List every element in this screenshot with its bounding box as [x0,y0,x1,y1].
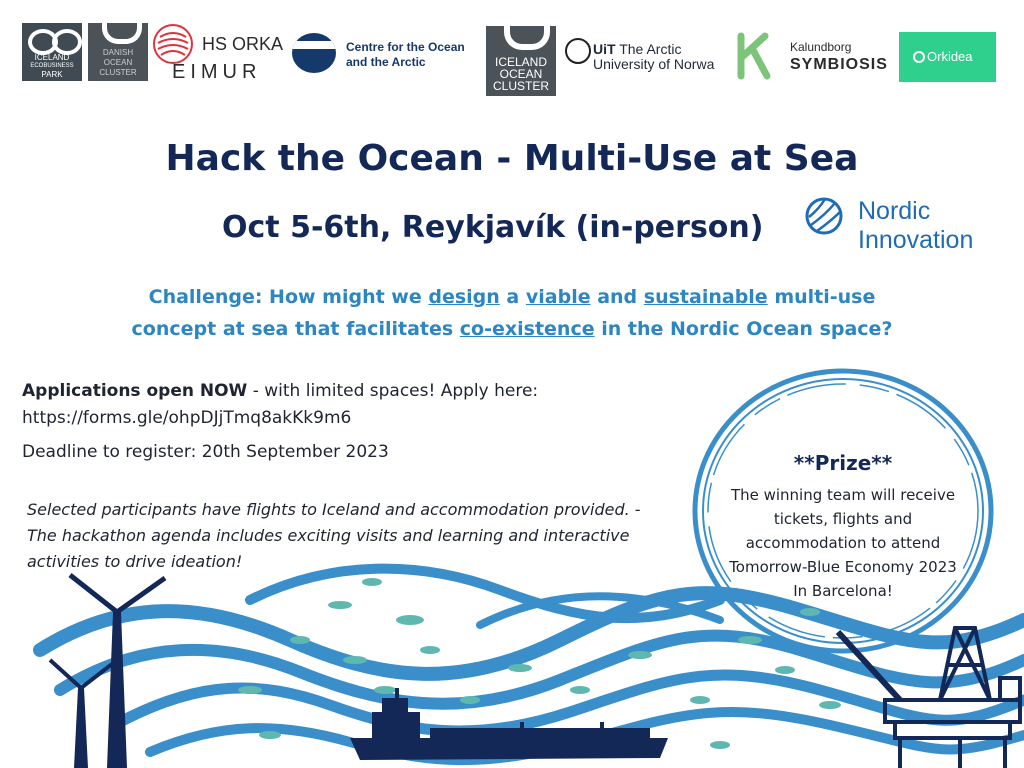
logo-text: CLUSTER [492,79,549,93]
challenge-text: and [590,286,644,308]
kalundborg-symbiosis-logo [735,32,890,82]
nordic-innovation-text [858,197,1008,255]
logo-text: Nordic [858,197,931,225]
logo-text: SYMBIOSIS [790,56,888,73]
orkidea-circle-icon [913,51,925,63]
applications-link-text[interactable]: - with limited spaces! Apply here: https://forms.gle/ohpDJjTmq8akKk9m6 [22,381,539,428]
challenge-keyword: viable [525,286,591,308]
iceland-ecobusiness-park-logo [22,23,82,81]
logo-text: PARK [41,70,63,79]
prize-line: Tomorrow-Blue Economy 2023 [729,558,957,576]
event-date-location: Oct 5-6th, Reykjavík (in-person) [222,210,764,245]
challenge-line [60,281,964,313]
logo-text: ICELAND [34,53,70,62]
logo-text: OCEAN [499,67,543,81]
challenge-keyword: design [428,286,500,308]
challenge-text: Challenge: How might we [148,286,429,308]
uit-seal-icon [565,38,591,64]
uit-logo [565,36,723,76]
logo-text: and the Arctic [346,55,426,69]
nordic-innovation-icon [803,195,845,237]
prize-line: accommodation to attend [745,534,941,552]
logo-text: Innovation [858,226,974,254]
eimur-text: EIMUR [172,61,262,83]
logo-text: ECOBUSINESS [30,63,74,69]
partner-logos [0,0,1024,110]
iceland-ocean-cluster-logo [486,26,556,96]
orkidea-logo [899,32,996,82]
prize-description [707,483,979,603]
centre-ocean-emblem [292,33,336,73]
logo-text: Kalundborg [790,40,852,54]
hs-orka-eimur-logo [152,23,290,83]
logo-text: DANISH [102,48,134,57]
registration-deadline: Deadline to register: 20th September 2023 [22,442,389,462]
prize-line: In Barcelona! [793,582,893,600]
participant-benefits-note: Selected participants have flights to Iceland and accommodation provided. - The hackathon agenda includes exciting visits and learning and interactive activities to drive ideation! [27,500,641,571]
uit-bold: UiT [593,41,616,57]
challenge-statement [60,281,964,345]
logo-text: Orkidea [927,49,973,64]
danish-ocean-cluster-logo [88,23,148,81]
applications-open-label: Applications open NOW [22,381,248,401]
hs-orka-icon [152,23,194,65]
hs-orka-text: HS ORKA [202,34,284,54]
centre-ocean-arctic-logo [292,33,488,75]
applications-info [22,378,542,432]
page-title: Hack the Ocean - Multi-Use at Sea [165,138,859,179]
prize-line: tickets, flights and [773,510,913,528]
challenge-text: concept at sea that facilitates [131,318,460,340]
logo-text: ICELAND [494,55,547,69]
prize-title: **Prize** [793,451,893,475]
logo-text: OCEAN [103,58,133,67]
challenge-line [60,313,964,345]
challenge-text: multi-use [767,286,876,308]
challenge-keyword: sustainable [643,286,768,308]
logo-text: University of Norwa [593,56,715,72]
prize-line: The winning team will receive [730,486,956,504]
challenge-keyword: co-existence [459,318,595,340]
logo-text: CLUSTER [99,68,137,77]
logo-text: Centre for the Ocean [346,40,465,54]
kalundborg-k-icon [735,32,779,80]
uit-rest: The Arctic [615,41,682,57]
challenge-text: in the Nordic Ocean space? [594,318,893,340]
challenge-text: a [499,286,526,308]
